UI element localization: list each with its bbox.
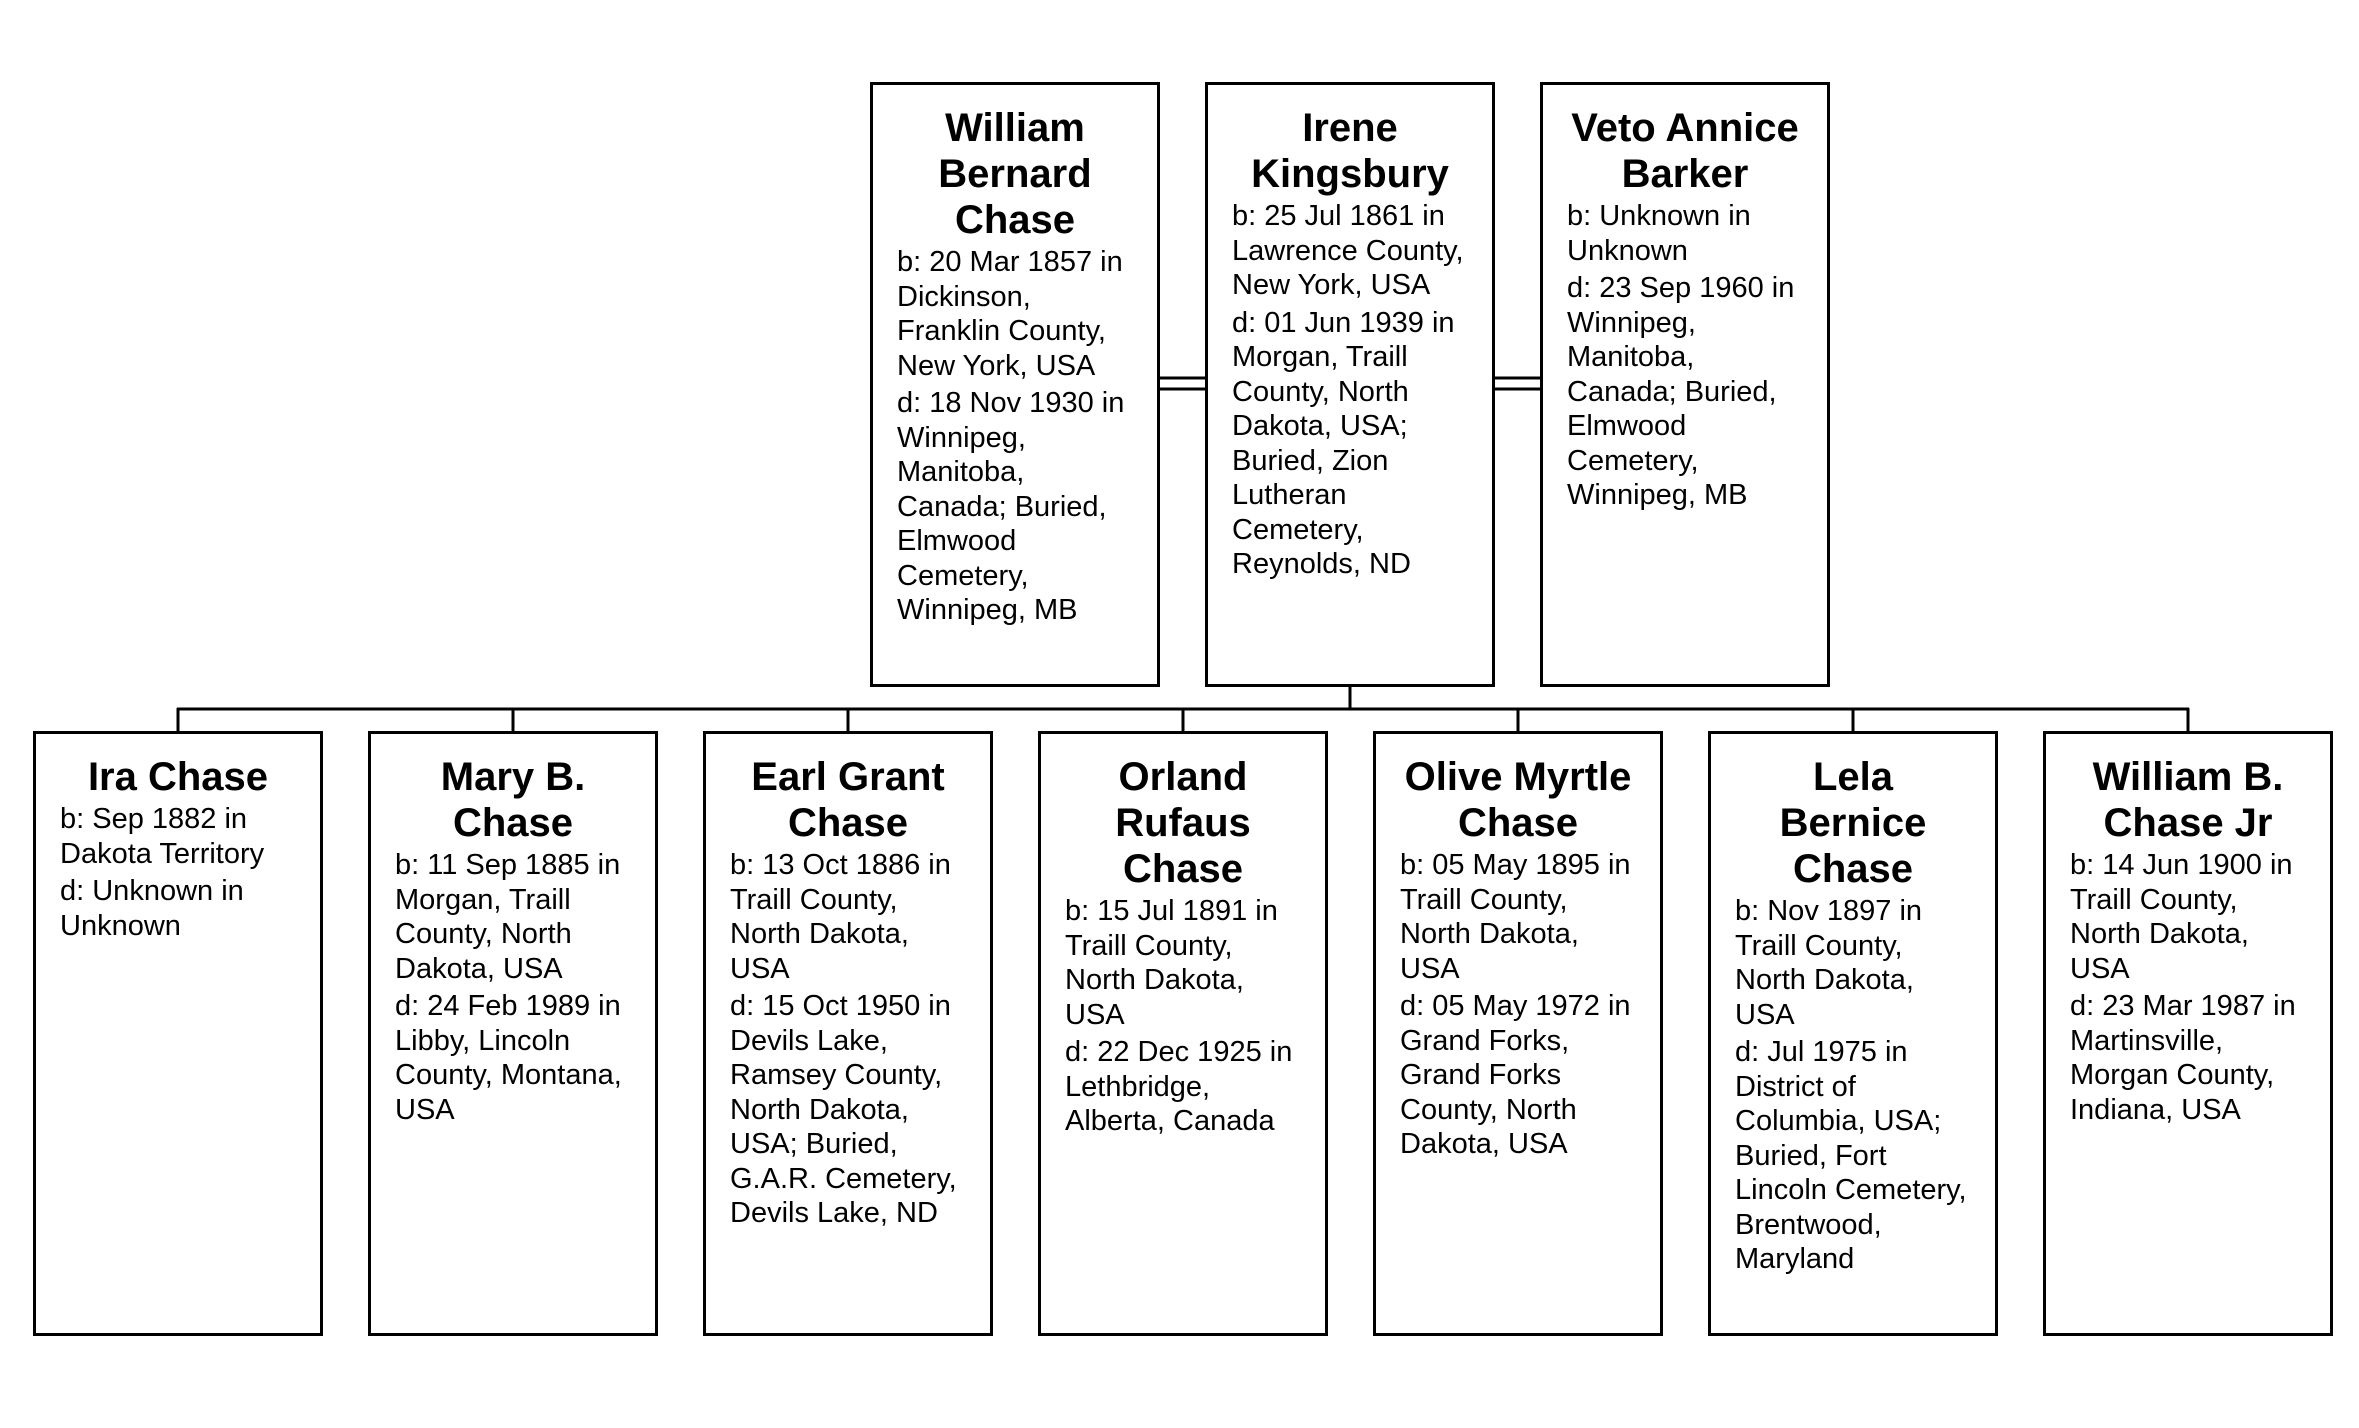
person-box-veto-annice-barker[interactable] <box>1540 82 1830 687</box>
death-info: d: 18 Nov 1930 in Winnipeg, Manitoba, Canada; Buried, Elmwood Cemetery, Winnipeg, MB <box>897 387 1125 626</box>
person-name: Olive Myrtle Chase <box>1404 755 1632 845</box>
person-name: Orland Rufaus Chase <box>1115 755 1251 891</box>
person-box-mary-b-chase[interactable] <box>368 731 658 1336</box>
death-info: d: 15 Oct 1950 in Devils Lake, Ramsey County, North Dakota, USA; Buried, G.A.R. Cemetery, Devils Lake, ND <box>730 990 957 1229</box>
birth-info: b: 05 May 1895 in Traill County, North Dakota, USA <box>1400 849 1631 985</box>
person-box-olive-myrtle-chase[interactable] <box>1373 731 1663 1336</box>
person-box-william-bernard-chase[interactable] <box>870 82 1160 687</box>
death-info: d: 23 Mar 1987 in Martinsville, Morgan County, Indiana, USA <box>2070 990 2296 1126</box>
death-info: d: Unknown in Unknown <box>60 875 244 942</box>
birth-info: b: Nov 1897 in Traill County, North Dakota, USA <box>1735 895 1923 1031</box>
birth-info: b: 15 Jul 1891 in Traill County, North Dakota, USA <box>1065 895 1278 1031</box>
person-box-ira-chase[interactable] <box>33 731 323 1336</box>
person-box-william-b-chase-jr[interactable] <box>2043 731 2333 1336</box>
death-info: d: 05 May 1972 in Grand Forks, Grand Forks County, North Dakota, USA <box>1400 990 1631 1160</box>
person-name: Ira Chase <box>87 755 269 799</box>
birth-info: b: 14 Jun 1900 in Traill County, North Dakota, USA <box>2070 849 2293 985</box>
person-box-irene-kingsbury[interactable] <box>1205 82 1495 687</box>
person-name: Lela Bernice Chase <box>1779 755 1927 891</box>
birth-info: b: 25 Jul 1861 in Lawrence County, New York, USA <box>1232 200 1464 301</box>
person-name: Mary B. Chase <box>440 755 586 845</box>
death-info: d: 01 Jun 1939 in Morgan, Traill County, North Dakota, USA; Buried, Zion Lutheran Cemetery, Reynolds, ND <box>1232 306 1455 580</box>
person-name: Veto Annice Barker <box>1571 106 1799 196</box>
birth-info: b: Unknown in Unknown <box>1567 200 1751 267</box>
person-name: Earl Grant Chase <box>751 755 945 845</box>
person-name: William Bernard Chase <box>938 106 1092 242</box>
person-box-lela-bernice-chase[interactable] <box>1708 731 1998 1336</box>
birth-info: b: Sep 1882 in Dakota Territory <box>60 803 265 870</box>
death-info: d: 24 Feb 1989 in Libby, Lincoln County, Montana, USA <box>395 990 622 1126</box>
person-name: William B. Chase Jr <box>2092 755 2284 845</box>
person-box-earl-grant-chase[interactable] <box>703 731 993 1336</box>
death-info: d: Jul 1975 in District of Columbia, USA; Buried, Fort Lincoln Cemetery, Brentwood, Maryland <box>1735 1036 1967 1275</box>
birth-info: b: 11 Sep 1885 in Morgan, Traill County, North Dakota, USA <box>395 849 621 985</box>
death-info: d: 22 Dec 1925 in Lethbridge, Alberta, Canada <box>1065 1036 1293 1137</box>
death-info: d: 23 Sep 1960 in Winnipeg, Manitoba, Canada; Buried, Elmwood Cemetery, Winnipeg, MB <box>1567 272 1795 511</box>
person-name: Irene Kingsbury <box>1251 106 1449 196</box>
birth-info: b: 13 Oct 1886 in Traill County, North Dakota, USA <box>730 849 951 985</box>
person-box-orland-rufaus-chase[interactable] <box>1038 731 1328 1336</box>
birth-info: b: 20 Mar 1857 in Dickinson, Franklin County, New York, USA <box>897 246 1123 382</box>
